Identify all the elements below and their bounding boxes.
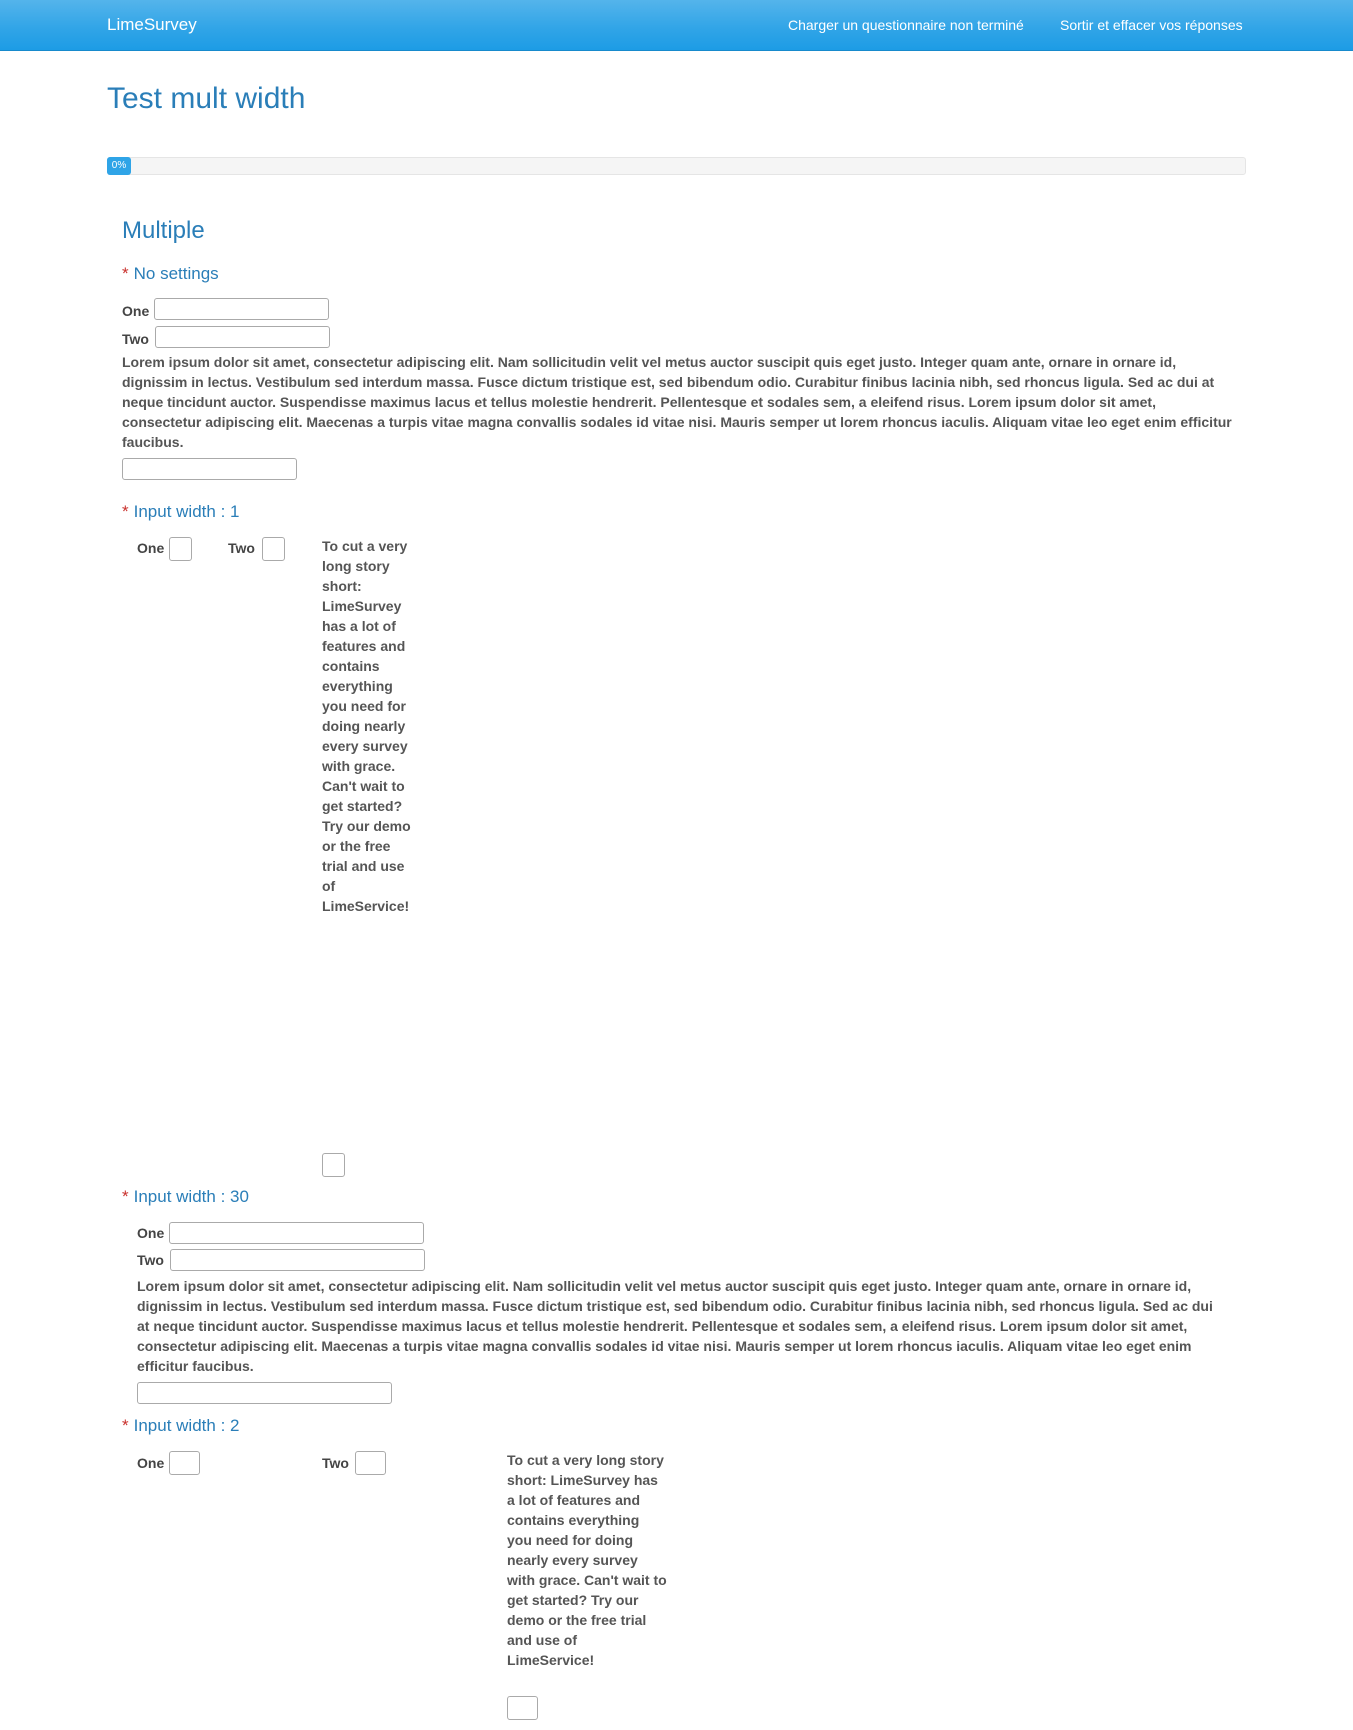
question-title-text: Input width : 30 xyxy=(133,1187,249,1206)
navbar xyxy=(0,0,1353,51)
item-label-one: One xyxy=(137,1225,165,1241)
group-title: Multiple xyxy=(122,217,205,244)
question-title-text: Input width : 1 xyxy=(133,502,240,521)
exit-clear-link[interactable]: Sortir et effacer vos réponses xyxy=(1060,17,1243,33)
text-input-long[interactable] xyxy=(122,458,297,480)
brand-link[interactable]: LimeSurvey xyxy=(107,15,197,34)
question-title xyxy=(122,1187,249,1207)
item-label-one: One xyxy=(137,1455,165,1471)
required-mark: * xyxy=(122,264,129,283)
question-title-text: Input width : 2 xyxy=(133,1416,240,1435)
question-title xyxy=(122,502,239,522)
item-label-two: Two xyxy=(137,1252,164,1268)
text-input-two[interactable] xyxy=(355,1451,386,1475)
text-input-two[interactable] xyxy=(262,537,285,561)
progress-fill: 0% xyxy=(107,157,131,175)
text-input-one[interactable] xyxy=(154,298,329,320)
item-label-one: One xyxy=(122,303,150,319)
text-input-one[interactable] xyxy=(169,1222,424,1244)
text-input-one[interactable] xyxy=(169,1451,200,1475)
text-input-one[interactable] xyxy=(169,537,192,561)
required-mark: * xyxy=(122,1416,129,1435)
item-label-two: Two xyxy=(322,1455,349,1471)
item-label-long: To cut a very long story short: LimeSurvey has a lot of features and contains everything you need for doing nearly every survey with grace. Can't wait to get started? Try our demo or the free trial and use of LimeService! xyxy=(507,1452,667,1668)
progress-bar xyxy=(107,157,1246,175)
item-label-two: Two xyxy=(228,540,255,556)
item-label-one: One xyxy=(137,540,165,556)
question-title-text: No settings xyxy=(133,264,219,283)
item-label-two: Two xyxy=(122,331,149,347)
text-input-two[interactable] xyxy=(170,1249,425,1271)
required-mark: * xyxy=(122,502,129,521)
question-title xyxy=(122,264,219,284)
text-input-two[interactable] xyxy=(155,326,330,348)
text-input-long[interactable] xyxy=(137,1382,392,1404)
item-label-long: To cut a very long story short: LimeSurvey has a lot of features and contains everything you need for doing nearly every survey with grace. Can't wait to get started? Try our demo or the free trial and use of LimeService! xyxy=(322,538,411,914)
text-input-long[interactable] xyxy=(507,1696,538,1720)
item-label-long: Lorem ipsum dolor sit amet, consectetur adipiscing elit. Nam sollicitudin velit vel metus auctor suscipit quis eget justo. Integer quam ante, ornare in ornare id, dignissim in lectus. Vestibulum sed interdum massa. Fusce dictum tristique est, sed bibendum odio. Curabitur finibus lacinia nibh, sed rhoncus ligula. Sed ac dui at neque tincidunt auctor. Suspendisse maximus lacus et tellus molestie hendrerit. Pellentesque et sodales sem, a eleifend risus. Lorem ipsum dolor sit amet, consectetur adipiscing elit. Maecenas a turpis vitae magna convallis sodales id vitae nisi. Mauris semper ut lorem rhoncus iaculis. Aliquam vitae leo eget enim efficitur faucibus. xyxy=(122,354,1232,450)
survey-title: Test mult width xyxy=(107,82,306,115)
load-unfinished-link[interactable]: Charger un questionnaire non terminé xyxy=(788,17,1024,33)
text-input-long[interactable] xyxy=(322,1153,345,1177)
required-mark: * xyxy=(122,1187,129,1206)
item-label-long: Lorem ipsum dolor sit amet, consectetur adipiscing elit. Nam sollicitudin velit vel metus auctor suscipit quis eget justo. Integer quam ante, ornare in ornare id, dignissim in lectus. Vestibulum sed interdum massa. Fusce dictum tristique est, sed bibendum odio. Curabitur finibus lacinia nibh, sed rhoncus ligula. Sed ac dui at neque tincidunt auctor. Suspendisse maximus lacus et tellus molestie hendrerit. Pellentesque et sodales sem, a eleifend risus. Lorem ipsum dolor sit amet, consectetur adipiscing elit. Maecenas a turpis vitae magna convallis sodales id vitae nisi. Mauris semper ut lorem rhoncus iaculis. Aliquam vitae leo eget enim efficitur faucibus. xyxy=(137,1278,1213,1374)
question-title xyxy=(122,1416,239,1436)
